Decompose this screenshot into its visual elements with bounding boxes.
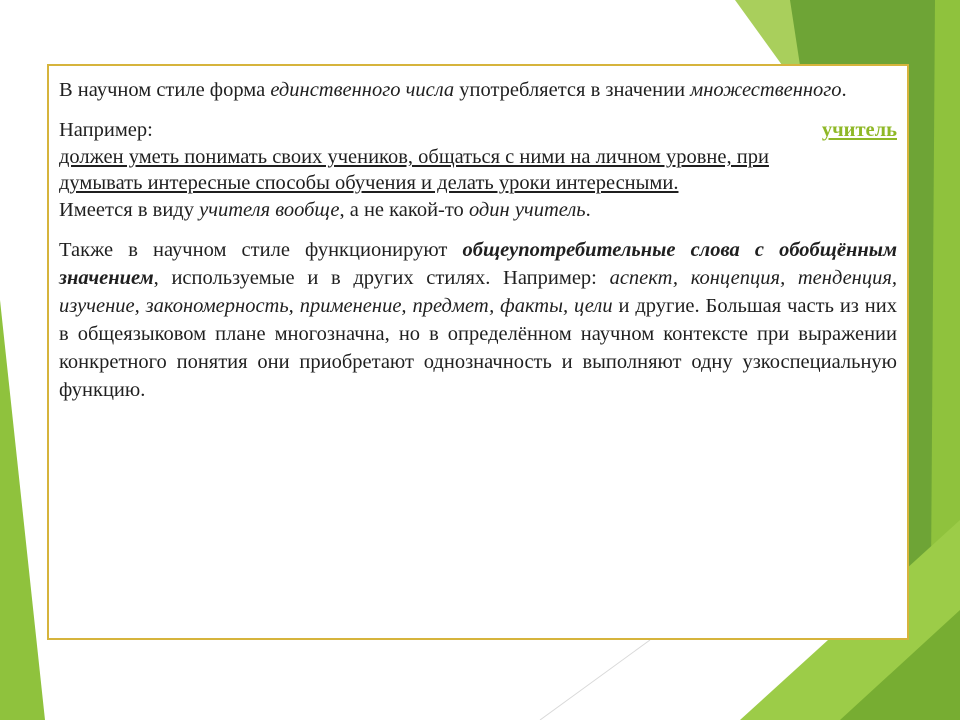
paragraph-teacher-meaning [59,196,897,224]
p1-italic-2: множественного [690,79,842,101]
example-link-word[interactable]: учитель [821,119,897,141]
p1-text-2: употребляется в значении [454,79,691,101]
content-box [47,64,909,640]
p3-text-1: Также в научном стиле функционируют [59,239,463,261]
thin-line-bottom [540,640,650,720]
example-header [59,116,897,144]
p1-text-1: В научном стиле форма [59,79,271,101]
p2-italic-2: один учитель [468,199,586,221]
example-line-1: должен уметь понимать своих учеников, общаться с ними на личном уровне, при [59,146,769,168]
p1-text-3: . [841,79,847,101]
green-shape-left [0,300,45,720]
example-label: Например: [59,119,153,141]
paragraph-singular-form [59,76,897,104]
p2-text-2: , а не какой-то [339,199,469,221]
p3-bold-italic: общеупотребительные слова с обобщённым значением [59,239,897,289]
p2-text-3: . [585,199,591,221]
p3-text-3: и другие. Большая часть из них в общеязыковом плане многозначна, но в определённом научном контексте при выражении конкретного понятия они приобретают однозначность и выполняют одну узкоспециальную функцию. [59,295,898,401]
p3-italic-examples: аспект, концепция, тенденция, изучение, закономерность, применение, предмет, факты, цели [59,267,897,317]
p2-italic-1: учителя вообще [199,199,340,221]
p3-text-2: , используемые и в других стилях. Например: [153,267,610,289]
example-line-2: думывать интересные способы обучения и делать уроки интересными. [59,172,679,194]
paragraph-common-words [59,236,897,404]
p2-text-1: Имеется в виду [59,199,200,221]
p1-italic-1: единственного числа [270,79,455,101]
